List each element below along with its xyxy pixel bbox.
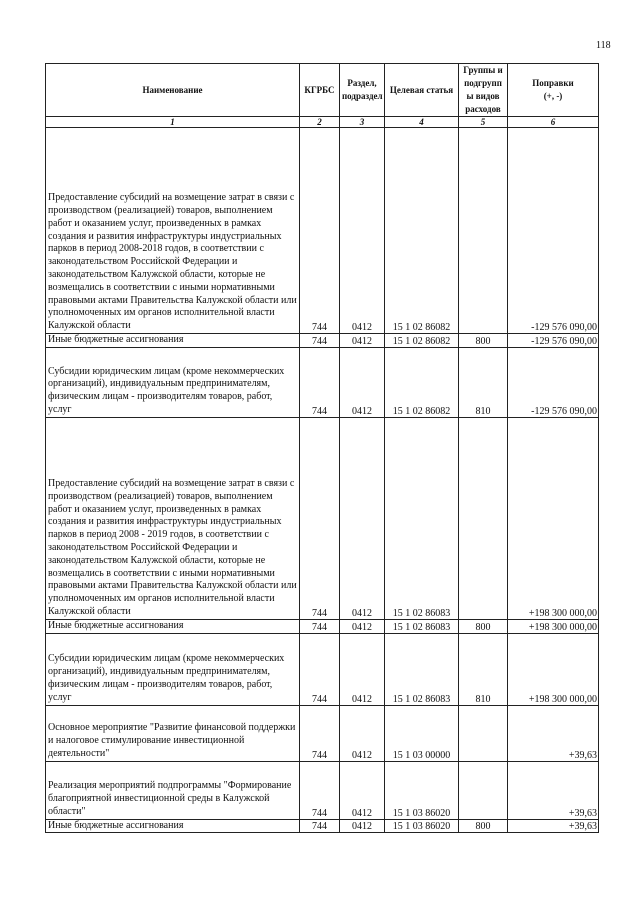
row-expense-group bbox=[459, 128, 508, 334]
column-index: 6 bbox=[508, 117, 599, 128]
row-name: Иные бюджетные ассигнования bbox=[46, 619, 300, 633]
row-amount: +198 300 000,00 bbox=[508, 417, 599, 619]
row-section: 0412 bbox=[340, 128, 385, 334]
row-section: 0412 bbox=[340, 347, 385, 417]
header-amendments-title: Поправки bbox=[532, 78, 574, 88]
row-target-item: 15 1 02 86082 bbox=[385, 347, 459, 417]
column-index: 5 bbox=[459, 117, 508, 128]
row-target-item: 15 1 03 00000 bbox=[385, 705, 459, 761]
row-amount: +39,63 bbox=[508, 761, 599, 819]
row-amount: +39,63 bbox=[508, 705, 599, 761]
row-name: Субсидии юридическим лицам (кроме некоммерческих организаций), индивидуальным предпринимателям, физическим лицам - производителям товаров, работ, услуг bbox=[46, 633, 300, 705]
row-name: Предоставление субсидий на возмещение затрат в связи с производством (реализацией) товаров, выполнением работ и оказанием услуг, произведенных в рамках создания и развития инфраструктуры индустриальных парков в период 2008-2018 годов, в соответствии с законодательством Российской Федерации и законодательством Калужской области, которые не возмещались в соответствии с иными нормативными правовыми актами Правительства Калужской области или уполномоченных им органов исполнительной власти Калужской области bbox=[46, 128, 300, 334]
row-target-item: 15 1 02 86083 bbox=[385, 417, 459, 619]
header-amendments bbox=[508, 64, 599, 117]
row-section: 0412 bbox=[340, 761, 385, 819]
column-index: 4 bbox=[385, 117, 459, 128]
table-row bbox=[46, 633, 599, 705]
row-target-item: 15 1 02 86082 bbox=[385, 334, 459, 348]
row-target-item: 15 1 02 86083 bbox=[385, 633, 459, 705]
row-name: Иные бюджетные ассигнования bbox=[46, 334, 300, 348]
row-kgrbs: 744 bbox=[300, 619, 340, 633]
header-name: Наименование bbox=[46, 64, 300, 117]
row-name: Иные бюджетные ассигнования bbox=[46, 819, 300, 833]
row-expense-group: 800 bbox=[459, 334, 508, 348]
header-target-item: Целевая статья bbox=[385, 64, 459, 117]
table-row bbox=[46, 819, 599, 833]
row-expense-group: 810 bbox=[459, 347, 508, 417]
row-amount: +198 300 000,00 bbox=[508, 633, 599, 705]
header-row bbox=[46, 64, 599, 117]
column-index: 1 bbox=[46, 117, 300, 128]
header-expense-groups: Группы и подгрупп ы видов расходов bbox=[459, 64, 508, 117]
table-row bbox=[46, 347, 599, 417]
table-row bbox=[46, 619, 599, 633]
table-row bbox=[46, 417, 599, 619]
row-section: 0412 bbox=[340, 705, 385, 761]
row-expense-group bbox=[459, 705, 508, 761]
row-section: 0412 bbox=[340, 619, 385, 633]
row-section: 0412 bbox=[340, 819, 385, 833]
row-kgrbs: 744 bbox=[300, 705, 340, 761]
row-target-item: 15 1 02 86082 bbox=[385, 128, 459, 334]
row-amount: +39,63 bbox=[508, 819, 599, 833]
row-target-item: 15 1 02 86083 bbox=[385, 619, 459, 633]
table-row bbox=[46, 761, 599, 819]
header-section: Раздел, подраздел bbox=[340, 64, 385, 117]
column-index: 3 bbox=[340, 117, 385, 128]
page-number: 118 bbox=[596, 40, 611, 51]
row-target-item: 15 1 03 86020 bbox=[385, 819, 459, 833]
row-kgrbs: 744 bbox=[300, 347, 340, 417]
column-index: 2 bbox=[300, 117, 340, 128]
row-kgrbs: 744 bbox=[300, 819, 340, 833]
row-section: 0412 bbox=[340, 334, 385, 348]
row-expense-group bbox=[459, 761, 508, 819]
row-amount: -129 576 090,00 bbox=[508, 334, 599, 348]
budget-amendments-table bbox=[45, 63, 599, 833]
row-kgrbs: 744 bbox=[300, 761, 340, 819]
row-section: 0412 bbox=[340, 633, 385, 705]
row-target-item: 15 1 03 86020 bbox=[385, 761, 459, 819]
row-kgrbs: 744 bbox=[300, 417, 340, 619]
row-kgrbs: 744 bbox=[300, 128, 340, 334]
row-name: Субсидии юридическим лицам (кроме некоммерческих организаций), индивидуальным предпринимателям, физическим лицам - производителям товаров, работ, услуг bbox=[46, 347, 300, 417]
row-section: 0412 bbox=[340, 417, 385, 619]
row-expense-group: 810 bbox=[459, 633, 508, 705]
header-kgrbs: КГРБС bbox=[300, 64, 340, 117]
column-index-row bbox=[46, 117, 599, 128]
row-expense-group bbox=[459, 417, 508, 619]
row-kgrbs: 744 bbox=[300, 334, 340, 348]
row-amount: -129 576 090,00 bbox=[508, 128, 599, 334]
row-name: Основное мероприятие "Развитие финансовой поддержки и налоговое стимулирование инвестиционной деятельности" bbox=[46, 705, 300, 761]
table-row bbox=[46, 334, 599, 348]
row-kgrbs: 744 bbox=[300, 633, 340, 705]
row-name: Реализация мероприятий подпрограммы "Формирование благоприятной инвестиционной среды в Калужской области" bbox=[46, 761, 300, 819]
row-expense-group: 800 bbox=[459, 619, 508, 633]
table-row bbox=[46, 128, 599, 334]
row-amount: -129 576 090,00 bbox=[508, 347, 599, 417]
row-amount: +198 300 000,00 bbox=[508, 619, 599, 633]
header-amendments-sign: (+, -) bbox=[543, 91, 563, 101]
table-row bbox=[46, 705, 599, 761]
row-name: Предоставление субсидий на возмещение затрат в связи с производством (реализацией) товаров, выполнением работ и оказанием услуг, произведенных в рамках создания и развития инфраструктуры индустриальных парков в период 2008 - 2019 годов, в соответствии с законодательством Российской Федерации и законодательством Калужской области, которые не возмещались в соответствии с иными нормативными правовыми актами Правительства Калужской области или уполномоченных им органов исполнительной власти Калужской области bbox=[46, 417, 300, 619]
row-expense-group: 800 bbox=[459, 819, 508, 833]
